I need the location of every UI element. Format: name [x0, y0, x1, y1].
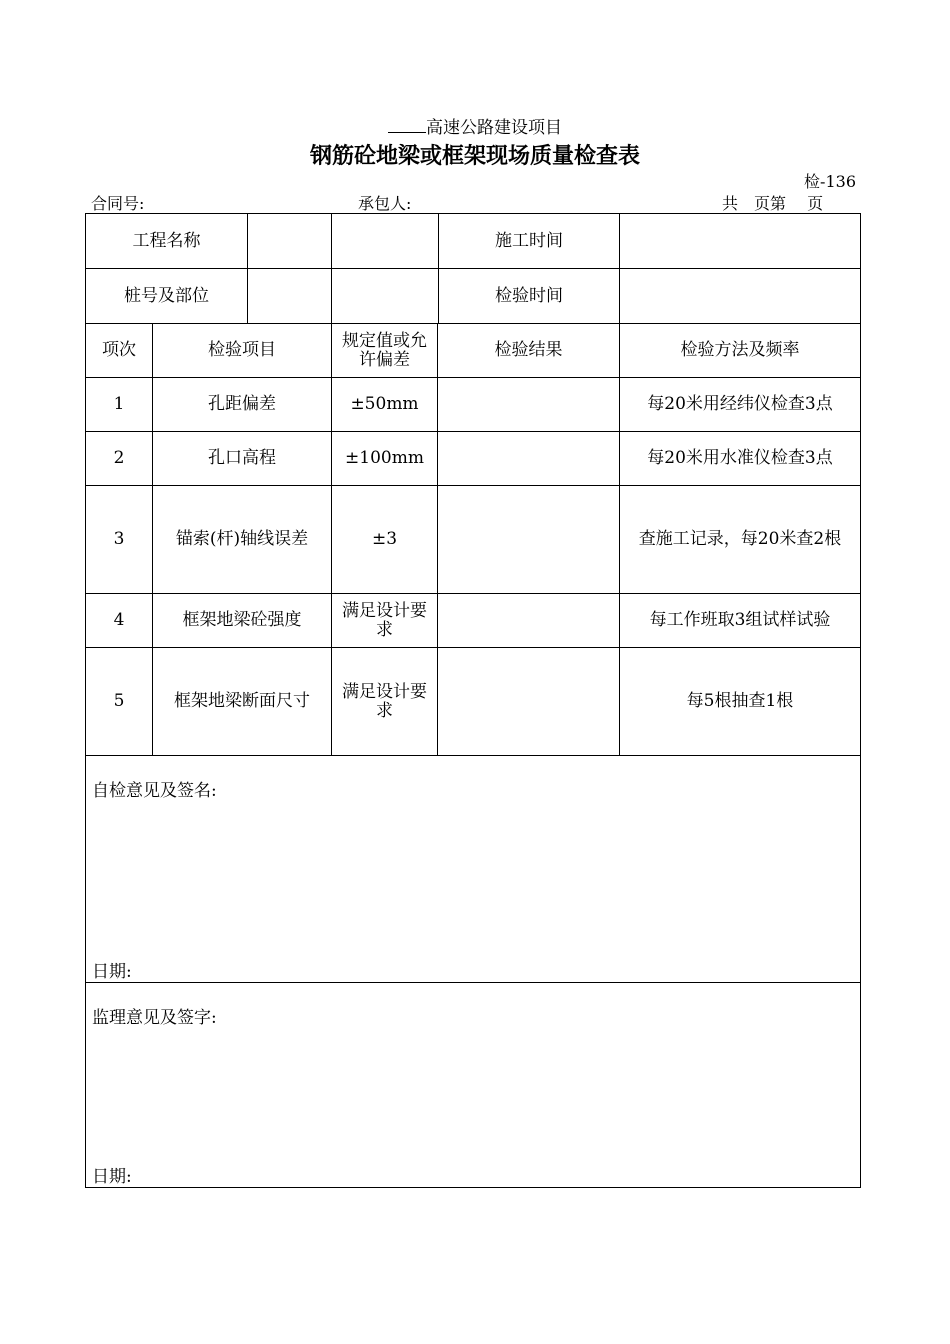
- self-check-label: 自检意见及签名:: [92, 781, 217, 801]
- row-tolerance: ±3: [332, 486, 438, 594]
- col-header-no: 项次: [86, 324, 153, 378]
- col-header-item: 检验项目: [153, 324, 332, 378]
- project-name-value[interactable]: [248, 214, 331, 268]
- self-check-box[interactable]: [86, 756, 861, 983]
- row-tolerance: ±100mm: [332, 432, 438, 486]
- table-row: [86, 486, 861, 594]
- inspection-time-value[interactable]: [620, 269, 861, 324]
- form-number: 检-136: [804, 172, 856, 191]
- contractor-label: 承包人:: [358, 194, 412, 213]
- col-header-tolerance: 规定值或允许偏差: [332, 324, 438, 378]
- row-no: 1: [86, 378, 153, 432]
- supervisor-date-label: 日期:: [92, 1167, 132, 1187]
- supervisor-row: [86, 983, 861, 1188]
- row-item: 框架地梁砼强度: [153, 594, 332, 648]
- row-result[interactable]: [438, 648, 620, 756]
- project-subtitle: 高速公路建设项目: [0, 113, 950, 138]
- row-method: 每5根抽查1根: [620, 648, 861, 756]
- row-item: 孔距偏差: [153, 378, 332, 432]
- self-check-row: [86, 756, 861, 983]
- row-item: 框架地梁断面尺寸: [153, 648, 332, 756]
- column-header-row: [86, 324, 861, 378]
- station-value[interactable]: [248, 269, 331, 323]
- table-row: [86, 648, 861, 756]
- row-result[interactable]: [438, 432, 620, 486]
- row-result[interactable]: [438, 486, 620, 594]
- info-row-station: [86, 269, 861, 324]
- row-tolerance: ±50mm: [332, 378, 438, 432]
- row-method: 每工作班取3组试样试验: [620, 594, 861, 648]
- construction-time-value[interactable]: [620, 214, 861, 269]
- info-row-project: [86, 214, 861, 269]
- row-result[interactable]: [438, 378, 620, 432]
- col-header-result: 检验结果: [438, 324, 620, 378]
- row-item: 孔口高程: [153, 432, 332, 486]
- inspection-time-label: 检验时间: [332, 269, 620, 324]
- row-method: 查施工记录，每20米查2根: [620, 486, 861, 594]
- row-tolerance: 满足设计要求: [332, 648, 438, 756]
- station-label: 桩号及部位: [86, 269, 332, 324]
- table-row: [86, 594, 861, 648]
- row-no: 5: [86, 648, 153, 756]
- row-result[interactable]: [438, 594, 620, 648]
- supervisor-label: 监理意见及签字:: [92, 1008, 217, 1028]
- form-title: 钢筋砼地梁或框架现场质量检查表: [309, 144, 640, 169]
- project-name-blank: [388, 118, 426, 133]
- inspection-table: [85, 213, 861, 1188]
- table-row: [86, 432, 861, 486]
- supervisor-box[interactable]: [86, 983, 861, 1188]
- row-item: 锚索(杆)轴线误差: [153, 486, 332, 594]
- construction-time-label: 施工时间: [332, 214, 620, 269]
- table-row: [86, 378, 861, 432]
- contract-number-label: 合同号:: [91, 194, 145, 213]
- row-method: 每20米用经纬仪检查3点: [620, 378, 861, 432]
- row-method: 每20米用水准仪检查3点: [620, 432, 861, 486]
- row-no: 3: [86, 486, 153, 594]
- row-tolerance: 满足设计要求: [332, 594, 438, 648]
- col-header-method: 检验方法及频率: [620, 324, 861, 378]
- row-no: 4: [86, 594, 153, 648]
- self-check-date-label: 日期:: [92, 962, 132, 982]
- project-name-label: 工程名称: [86, 214, 332, 269]
- page-count-label: 共 页第 页: [722, 194, 824, 213]
- row-no: 2: [86, 432, 153, 486]
